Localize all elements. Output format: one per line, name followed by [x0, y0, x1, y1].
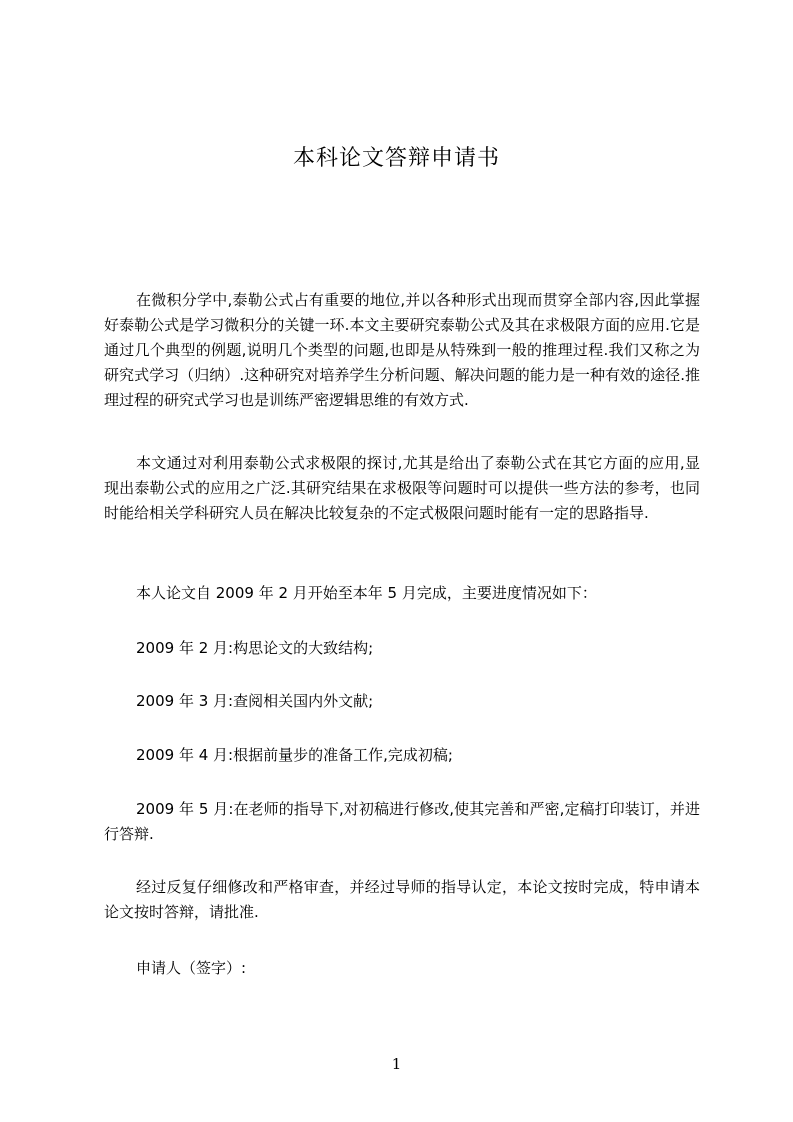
progress-item-feb: 2009 年 2 月:构思论文的大致结构;	[136, 639, 374, 657]
page-number: 1	[391, 1055, 402, 1073]
progress-intro: 本人论文自 2009 年 2 月开始至本年 5 月完成，主要进度情况如下：	[136, 584, 597, 602]
progress-item-may: 2009 年 5 月:在老师的指导下,对初稿进行修改,使其完善和严密,定稿打印装订，并进行答辩.	[104, 800, 700, 843]
body-paragraph-1: 在微积分学中,泰勒公式占有重要的地位,并以各种形式出现而贯穿全部内容,因此掌握好泰勒公式是学习微积分的关键一环.本文主要研究泰勒公式及其在求极限方面的应用.它是通过几个典型的例题,说明几个类型的问题,也即是从特殊到一般的推理过程.我们又称之为研究式学习（归纳）.这种研究对培养学生分析问题、解决问题的能力是一种有效的途径.推理过程的研究式学习也是训练严密逻辑思维的有效方式.	[104, 291, 700, 409]
body-paragraph-2: 本文通过对利用泰勒公式求极限的探讨,尤其是给出了泰勒公式在其它方面的应用,显现出泰勒公式的应用之广泛.其研究结果在求极限等问题时可以提供一些方法的参考，也同时能给相关学科研究人员在解决比较复杂的不定式极限问题时能有一定的思路指导.	[104, 454, 700, 522]
signature-label: 申请人（签字）:	[136, 959, 247, 977]
document-title: 本科论文答辩申请书	[292, 146, 500, 171]
closing-paragraph: 经过反复仔细修改和严格审查，并经过导师的指导认定，本论文按时完成，特申请本论文按时答辩，请批准.	[104, 878, 700, 921]
progress-item-apr: 2009 年 4 月:根据前量步的准备工作,完成初稿;	[136, 746, 453, 764]
progress-item-mar: 2009 年 3 月:查阅相关国内外文献;	[136, 692, 374, 710]
